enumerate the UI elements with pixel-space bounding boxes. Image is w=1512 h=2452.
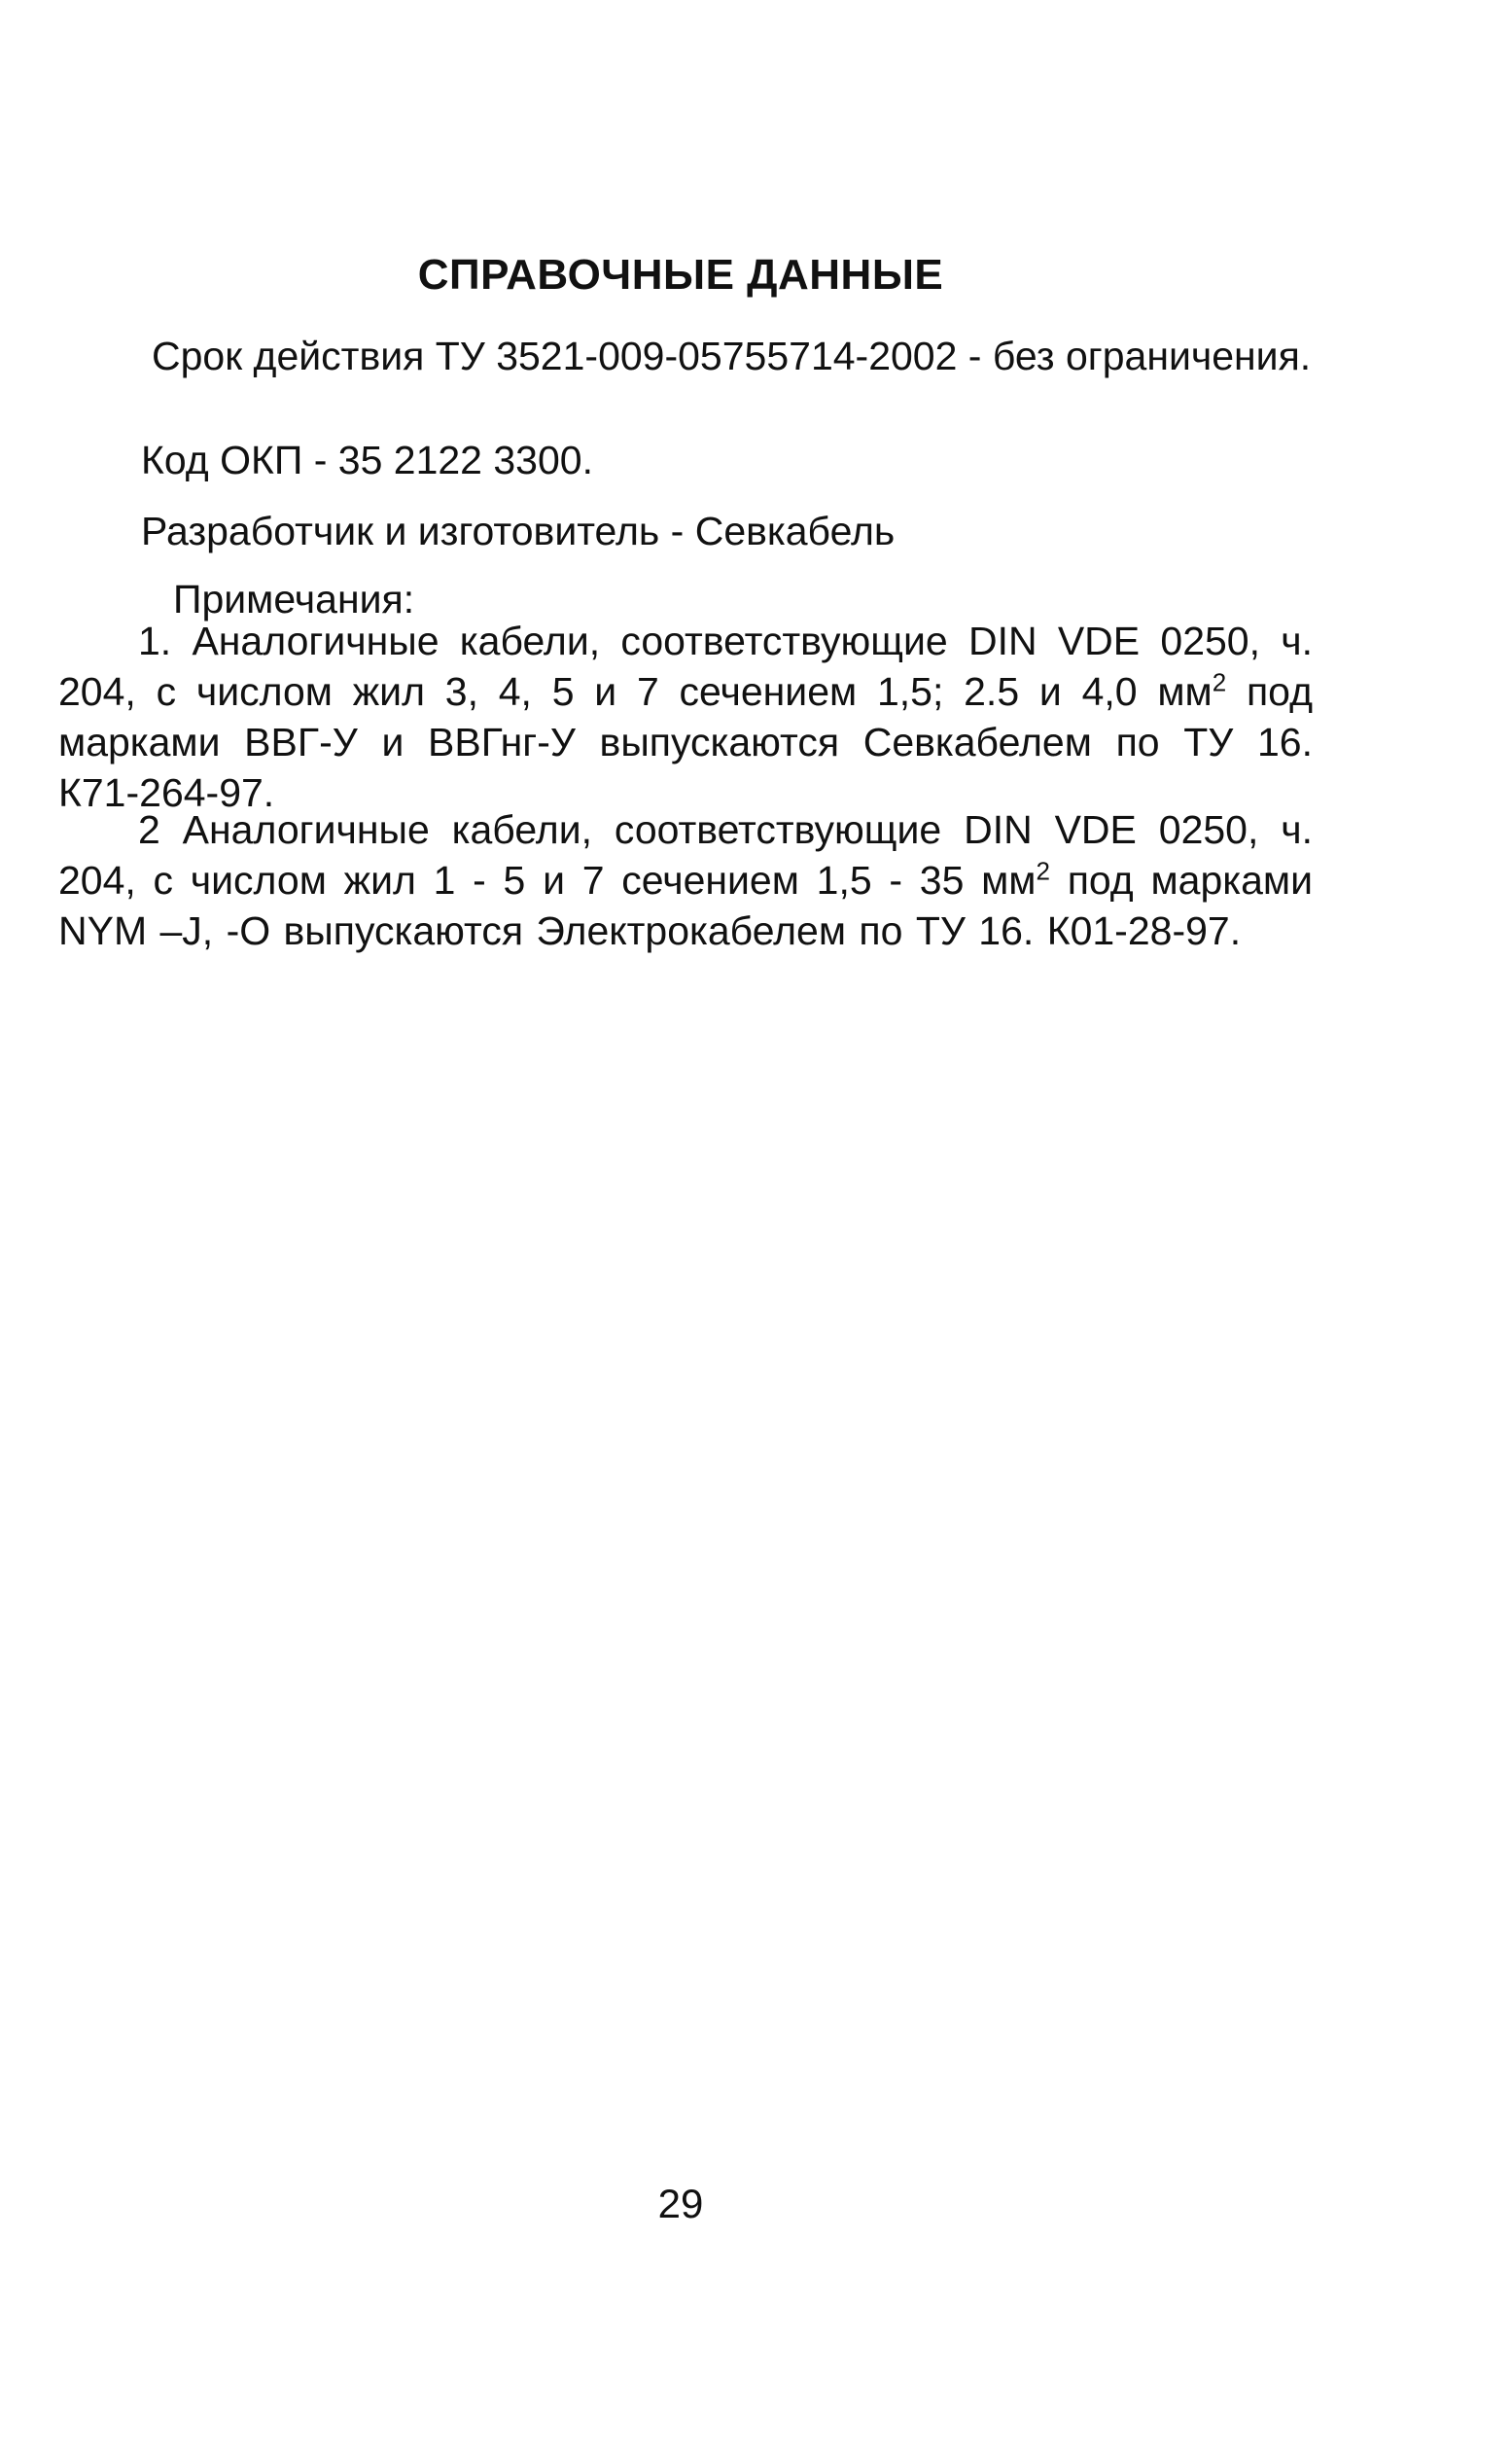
note-1-text-start: 1. Аналогичные кабели, соответствующие DIN VDE 0250, ч. 204, с числом жил 3, 4, 5 и 7 сечением 1,5; 2.5 и 4,0 мм xyxy=(58,619,1313,714)
note-1 xyxy=(58,616,1313,818)
note-2-text-end: под марками NYM –J, -O выпускаются Электрокабелем по ТУ 16. К01-28-97. xyxy=(58,858,1313,953)
developer-paragraph: Разработчик и изготовитель - Севкабель xyxy=(141,509,896,553)
note-2-superscript: 2 xyxy=(1036,856,1050,886)
okp-code-paragraph: Код ОКП - 35 2122 3300. xyxy=(141,438,593,482)
note-2-text-start: 2 Аналогичные кабели, соответствующие DIN VDE 0250, ч. 204, с числом жил 1 - 5 и 7 сечением 1,5 - 35 мм xyxy=(58,807,1313,903)
note-1-superscript: 2 xyxy=(1212,667,1227,697)
page-title: СПРАВОЧНЫЕ ДАННЫЕ xyxy=(417,251,944,299)
page-number: 29 xyxy=(657,2181,704,2226)
notes-heading: Примечания: xyxy=(173,577,415,622)
validity-paragraph: Срок действия ТУ 3521-009-05755714-2002 - без ограничения. xyxy=(152,334,1312,378)
note-1-text-end: под марками ВВГ-У и ВВГнг-У выпускаются Севкабелем по ТУ 16. К71-264-97. xyxy=(58,669,1313,815)
note-2 xyxy=(58,804,1313,956)
